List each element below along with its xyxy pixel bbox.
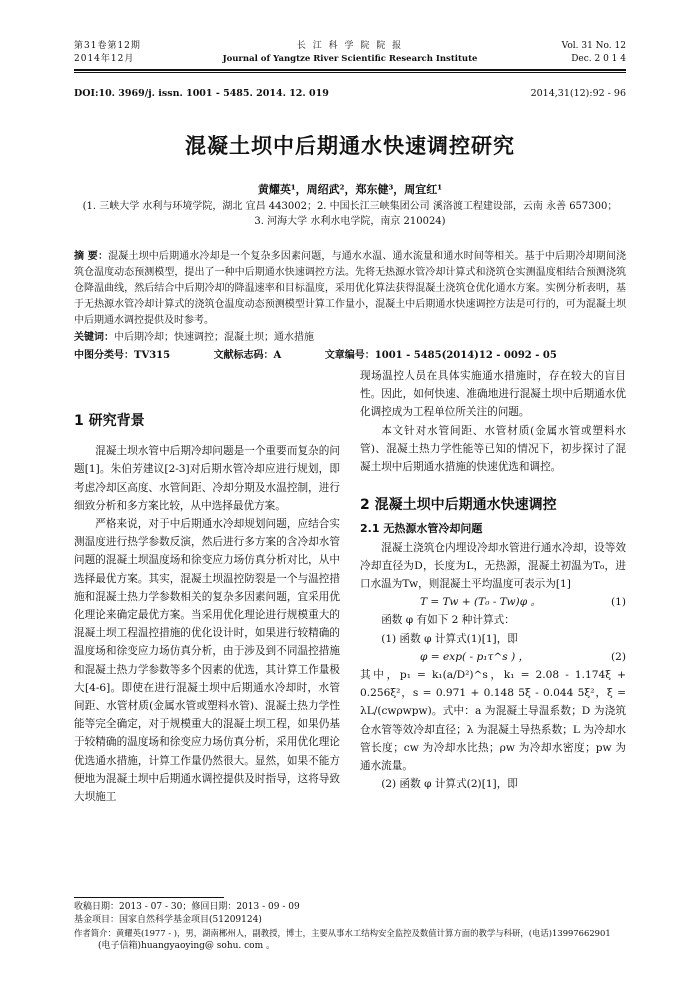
equation-2 bbox=[360, 648, 626, 666]
equation-1 bbox=[360, 593, 626, 611]
abstract-label: 摘 要： bbox=[74, 251, 109, 262]
paragraph: (1) 函数 φ 计算式(1)[1]，即 bbox=[381, 632, 518, 645]
section-1-title: 1 研究背景 bbox=[74, 413, 145, 429]
paragraph: 函数 φ 有如下 2 种计算式： bbox=[381, 614, 515, 627]
header-volume-cn: 第31卷第12期 bbox=[74, 41, 141, 51]
header-volume-en: Vol. 31 No. 12 bbox=[561, 41, 626, 51]
doi: DOI:10. 3969/j. issn. 1001 - 5485. 2014. 12. 019 bbox=[74, 88, 329, 99]
equation-1-body: T = Tw + (T₀ - Tw)φ 。 bbox=[420, 596, 542, 609]
right-column bbox=[360, 367, 626, 793]
page-title: 混凝土坝中后期通水快速调控研究 bbox=[185, 134, 515, 158]
paragraph: 严格来说，对于中后期通水冷却规划问题，应结合实测温度进行热学参数反演，然后进行多方案的含冷却水管问题的混凝土坝温度场和徐变应力场仿真分析对比，从中选择最优方案。其实，混凝土坝温控防裂是一个与温控措施和混凝土热力学参数相关的复杂多因素问题，宜采用优化理论来确定最优方案。当采用优化理论进行规模重大的混凝土坝工程温控措施的优化设计时，如果进行较精确的温度场和徐变应力场仿真分析，由于涉及到不同温控措施和混凝土热力学参数等多个因素的优选，其计算工作量极大[4-6]。即使在进行混凝土坝中后期通水冷却时，水管间距、水管材质(金属水管或塑料水管)、混凝土热力学性能等完全确定，对于规模重大的混凝土坝工程，如果仍基于较精确的温度场和徐变应力场仿真分析，采用优化理论优选通水措施，计算工作量仍然很大。显然，如果不能方便地为混凝土坝中后期通水调控提供及时指导，这将导致大坝施工 bbox=[74, 518, 340, 804]
clc-number: 中图分类号：TV315 bbox=[74, 350, 171, 361]
abstract-text: 混凝土坝中后期通水冷却是一个复杂多因素问题，与通水水温、通水流量和通水时间等相关。基于中后期冷却期间浇筑仓温度动态预测模型，提出了一种中后期通水快速调控方法。先将无热源水管冷却计算式和浇筑仓实测温度相结合预测浇筑仓降温曲线，然后结合中后期冷却的降温速率和目标温度，采用优化算法获得混凝土浇筑仓优化通水方案。实例分析表明，基于无热源水管冷却计算式的浇筑仓温度动态预测模型计算工作量小，混凝土中后期通水快速调控方法是可行的，可为混凝土坝中后期通水调控提供及时参考。 bbox=[74, 251, 627, 326]
equation-1-number: (1) bbox=[610, 596, 626, 609]
header-rule-thick bbox=[74, 69, 626, 71]
footnote-rule bbox=[74, 897, 224, 898]
classification bbox=[74, 348, 626, 363]
subsection-2-1-title: 2.1 无热源水管冷却问题 bbox=[360, 522, 483, 536]
equation-2-number: (2) bbox=[610, 650, 626, 663]
paragraph: 混凝土浇筑仓内埋设冷却水管进行通水冷却，设等效冷却直径为D，长度为L，无热源，混凝土初温为T₀，进口水温为Tw，则混凝土平均温度可表示为[1] bbox=[360, 541, 626, 591]
header-date-cn: 2014年12月 bbox=[74, 54, 135, 64]
paragraph: 混凝土坝水管中后期冷却问题是一个重要而复杂的问题[1]。朱伯芳建议[2-3]对后期水管冷却应进行规划，即考虑冷却区高度、水管间距、冷却分期及水温控制，进行细致分析和多方案比较，从中选择最优方案。 bbox=[74, 445, 340, 512]
header-journal-cn: 长 江 科 学 院 院 报 bbox=[296, 41, 404, 51]
authors: 黄耀英¹，周绍武²，郑东健³，周宜红¹ bbox=[257, 183, 443, 196]
footnote-received: 收稿日期：2013 - 07 - 30；修回日期：2013 - 09 - 09 bbox=[74, 902, 300, 912]
paragraph: 本文针对水管间距、水管材质(金属水管或塑料水管)、混凝土热力学性能等已知的情况下，初步探讨了混凝土坝中后期通水措施的快速优选和调控。 bbox=[360, 424, 626, 474]
footnote-email: (电子信箱)huangyaoying@ sohu. com 。 bbox=[98, 941, 275, 951]
abstract bbox=[74, 249, 626, 329]
keywords-text: 中后期冷却；快速调控；混凝土坝；通水措施 bbox=[114, 332, 314, 343]
document-code: 文献标志码：A bbox=[213, 350, 282, 361]
header-rule-thin bbox=[74, 72, 626, 73]
section-2-title: 2 混凝土坝中后期通水快速调控 bbox=[360, 497, 557, 514]
header-date-en: Dec. 2 0 1 4 bbox=[571, 54, 626, 64]
equation-2-body: φ = exp( - p₁τ^s ) ， bbox=[420, 650, 530, 663]
footnote-fund: 基金项目：国家自然科学基金项目(51209124) bbox=[74, 915, 262, 925]
keywords-label: 关键词： bbox=[74, 332, 114, 343]
affiliation-line-2: 3. 河海大学 水利水电学院，南京 210024) bbox=[254, 216, 446, 227]
paragraph: (2) 函数 φ 计算式(2)[1]，即 bbox=[381, 778, 518, 791]
footnote-bio: 作者简介：黄耀英(1977 - )，男，湖南郴州人，副教授，博士，主要从事水工结构安全监控及数值计算方面的教学与科研，(电话)13997662901 bbox=[74, 928, 611, 938]
header-journal-en: Journal of Yangtze River Scientific Research Institute bbox=[222, 54, 478, 64]
keywords bbox=[74, 330, 626, 345]
citation: 2014,31(12):92 - 96 bbox=[530, 88, 626, 99]
article-number: 文章编号：1001 - 5485(2014)12 - 0092 - 05 bbox=[324, 350, 557, 361]
paragraph: 现场温控人员在具体实施通水措施时，存在较大的盲目性。因此，如何快速、准确地进行混凝土坝中后期通水优化调控成为工程单位所关注的问题。 bbox=[360, 370, 626, 419]
paragraph: 其中，p₁ = k₁(a/D²)^s，k₁ = 2.08 - 1.174ξ + 0.256ξ²，s = 0.971 + 0.148 5ξ - 0.044 5ξ²，ξ = λL/(cwρwpw)。式中：a 为混凝土导温系数；D 为浇筑仓水管等效冷却直径；λ 为混凝土导热系数；L 为冷却水管长度；cw 为冷却水比热；ρw 为冷却水密度；pw 为通水流量。 bbox=[360, 669, 626, 773]
affiliation-line-1: (1. 三峡大学 水利与环境学院，湖北 宜昌 443002；2. 中国长江三峡集团公司 溪洛渡工程建设部，云南 永善 657300； bbox=[82, 201, 618, 212]
left-column bbox=[74, 412, 340, 806]
